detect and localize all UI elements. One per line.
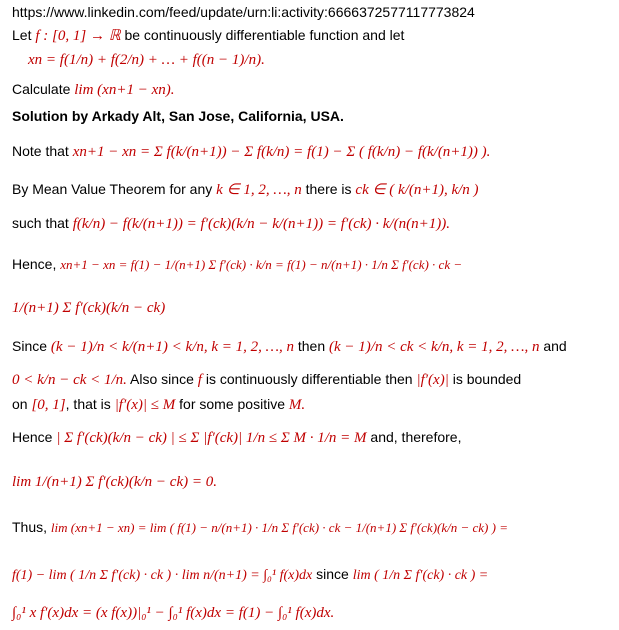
since-line: Since (k − 1)/n < k/(n+1) < k/n, k = 1, 2, …, n then (k − 1)/n < ck < k/n, k = 1, 2, …, n and (12, 338, 567, 355)
limit-zero-line: lim 1/(n+1) Σ f′(ck)(k/n − ck) = 0. (12, 474, 217, 490)
final-line: ∫₀¹ x f′(x)dx = (x f(x))|₀¹ − ∫₀¹ f(x)dx = f(1) − ∫₀¹ f(x)dx. (12, 605, 335, 621)
hence-line-2: 1/(n+1) Σ f′(ck)(k/n − ck) (12, 300, 166, 316)
such-that-line: such that f(k/n) − f(k/(n+1)) = f′(ck)(k/n − k/(n+1)) = f′(ck) · k/(n(n+1)). (12, 215, 450, 232)
problem-line-1: Let f : [0, 1] → ℝ be continuously differentiable function and let (12, 27, 405, 44)
bound-line: 0 < k/n − ck < 1/n. Also since f is continuously differentiable then |f′(x)| is bounded (12, 371, 522, 388)
problem-line-2: xn = f(1/n) + f(2/n) + … + f((n − 1)/n). (28, 52, 265, 68)
note-line: Note that xn+1 − xn = Σ f(k/(n+1)) − Σ f(k/n) = f(1) − Σ ( f(k/n) − f(k/(n+1)) ). (12, 143, 491, 160)
source-url[interactable]: https://www.linkedin.com/feed/update/urn:li:activity:6666372577117773824 (12, 4, 475, 20)
mvt-line: By Mean Value Theorem for any k ∈ 1, 2, …, n there is ck ∈ ( k/(n+1), k/n ) (12, 181, 479, 198)
on-interval-line: on [0, 1], that is |f′(x)| ≤ M for some positive M. (12, 396, 306, 413)
f1-limit-line: f(1) − lim ( 1/n Σ f′(ck) · ck ) · lim n/(n+1) = ∫₀¹ f(x)dx since lim ( 1/n Σ f′(ck) · ck ) = (12, 566, 489, 583)
hence-bound-line: Hence | Σ f′(ck)(k/n − ck) | ≤ Σ |f′(ck)| 1/n ≤ Σ M · 1/n = M and, therefore, (12, 429, 462, 446)
problem-line-3: Calculate lim (xn+1 − xn). (12, 81, 175, 98)
solution-title: Solution by Arkady Alt, San Jose, California, USA. (12, 108, 344, 124)
thus-line: Thus, lim (xn+1 − xn) = lim ( f(1) − n/(n+1) · 1/n Σ f′(ck) · ck − 1/(n+1) Σ f′(ck)(k/n − ck) ) = (12, 519, 508, 535)
hence-line-1: Hence, xn+1 − xn = f(1) − 1/(n+1) Σ f′(ck) · k/n = f(1) − n/(n+1) · 1/n Σ f′(ck) · ck − (12, 256, 463, 272)
